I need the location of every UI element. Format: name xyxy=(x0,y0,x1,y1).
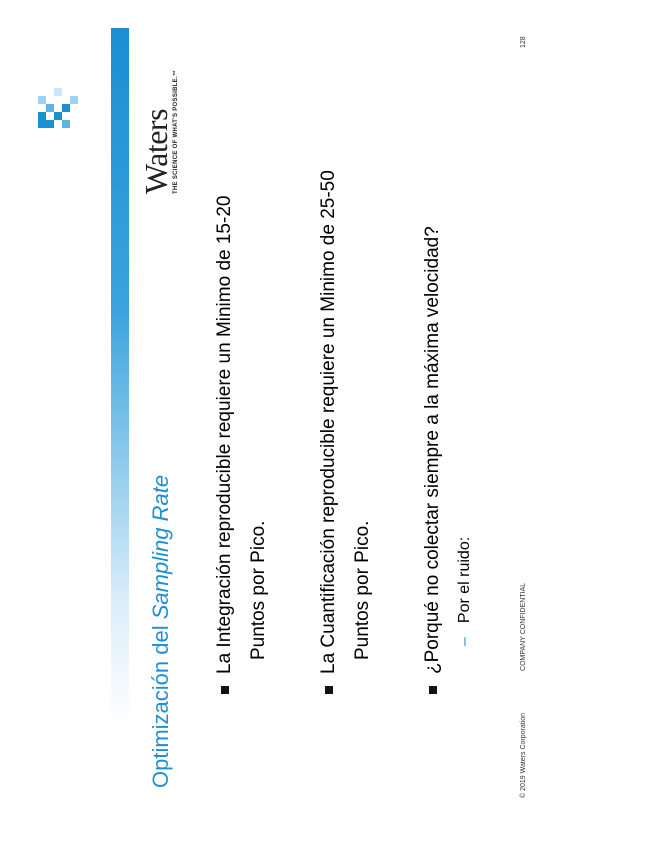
bullet-text-continued: Puntos por Pico. xyxy=(248,520,269,660)
bullet-item xyxy=(416,8,482,698)
brand-logo xyxy=(138,69,179,194)
bullet-text: La Integración reproducible requiere un Minimo de 15-20 xyxy=(214,195,235,674)
brand-name: Waters xyxy=(138,108,174,194)
slide-title xyxy=(148,475,174,788)
sub-bullet-text: Por el ruido: xyxy=(456,536,473,624)
title-italic: Sampling Rate xyxy=(148,474,173,620)
title-prefix: Optimización del xyxy=(148,619,173,788)
brand-tagline: THE SCIENCE OF WHAT'S POSSIBLE.™ xyxy=(173,69,179,194)
bullet-item xyxy=(312,8,380,698)
bullet-square-icon xyxy=(429,686,437,694)
sub-bullet xyxy=(448,8,482,646)
bullet-item xyxy=(208,8,276,698)
bullet-square-icon xyxy=(221,686,229,694)
page-number: 128 xyxy=(520,36,527,48)
accent-band xyxy=(111,28,129,728)
dash-icon: – xyxy=(456,637,473,646)
bullet-text-continued: Puntos por Pico. xyxy=(352,520,373,660)
logo-squares-icon xyxy=(38,88,78,128)
bullet-square-icon xyxy=(325,686,333,694)
confidential-label: COMPANY CONFIDENTIAL xyxy=(520,582,527,671)
copyright-text: © 2019 Waters Corporation xyxy=(520,712,527,798)
bullet-text: ¿Porqué no colectar siempre a la máxima velocidad? xyxy=(422,226,443,674)
bullet-list xyxy=(208,8,518,698)
bullet-text: La Cuantificación reproducible requiere un Minimo de 25-50 xyxy=(318,170,339,674)
footer xyxy=(520,583,527,798)
